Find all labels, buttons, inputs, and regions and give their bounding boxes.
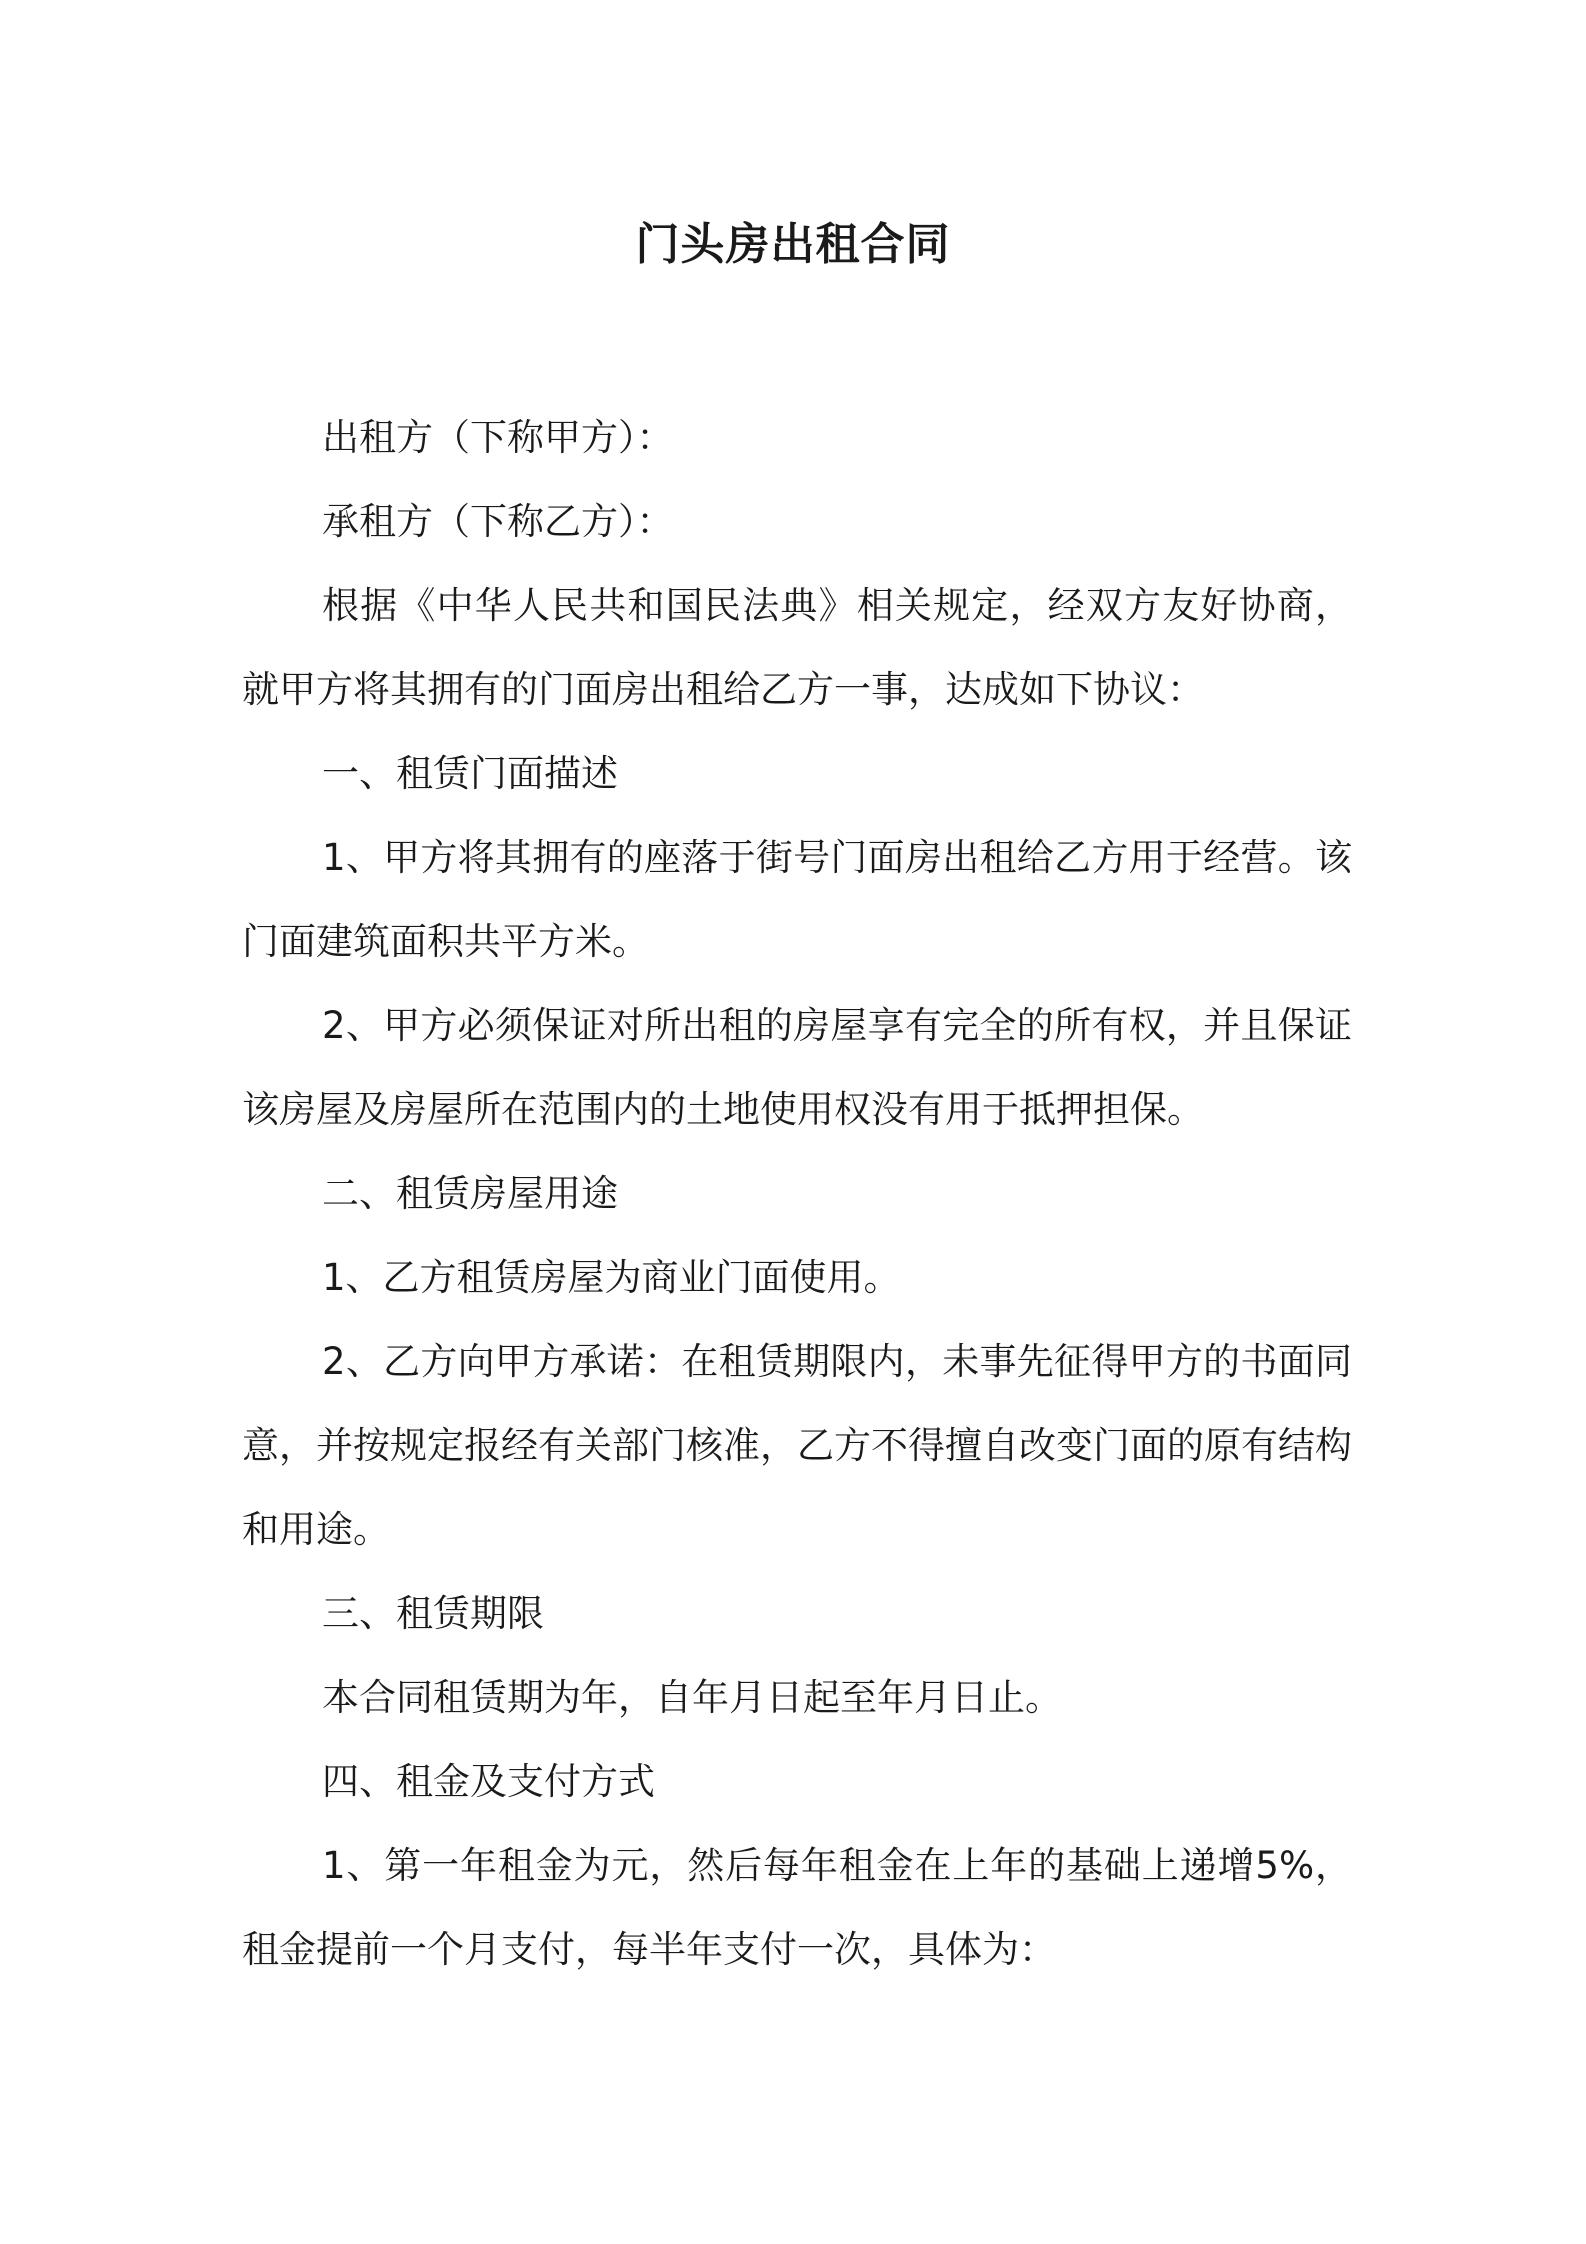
clause-2-2: 2、乙方向甲方承诺：在租赁期限内，未事先征得甲方的书面同意，并按规定报经有关部门核准，乙方不得擅自改变门面的原有结构和用途。 — [242, 1340, 1352, 1551]
clause-1-1: 1、甲方将其拥有的座落于街号门面房出租给乙方用于经营。该门面建筑面积共平方米。 — [242, 836, 1352, 963]
clause-3-term: 本合同租赁期为年，自年月日起至年月日止。 — [322, 1676, 1062, 1719]
lessor-line: 出租方（下称甲方）： — [322, 416, 674, 459]
section-heading-4: 四、租金及支付方式 — [322, 1760, 655, 1803]
section-heading-2: 二、租赁房屋用途 — [322, 1172, 618, 1215]
document-body — [242, 396, 1352, 1992]
section-heading-1: 一、租赁门面描述 — [322, 752, 618, 795]
document-title: 门头房出租合同 — [635, 219, 951, 270]
clause-1-2: 2、甲方必须保证对所出租的房屋享有完全的所有权，并且保证该房屋及房屋所在范围内的土地使用权没有用于抵押担保。 — [242, 1004, 1352, 1131]
section-heading-3: 三、租赁期限 — [322, 1592, 544, 1635]
lessee-line: 承租方（下称乙方）： — [322, 500, 674, 543]
clause-2-1: 1、乙方租赁房屋为商业门面使用。 — [322, 1256, 901, 1299]
preamble-paragraph: 根据《中华人民共和国民法典》相关规定，经双方友好协商，就甲方将其拥有的门面房出租给乙方一事，达成如下协议： — [242, 584, 1352, 711]
clause-4-1: 1、第一年租金为元，然后每年租金在上年的基础上递增5%，租金提前一个月支付，每半年支付一次，具体为： — [242, 1844, 1352, 1971]
